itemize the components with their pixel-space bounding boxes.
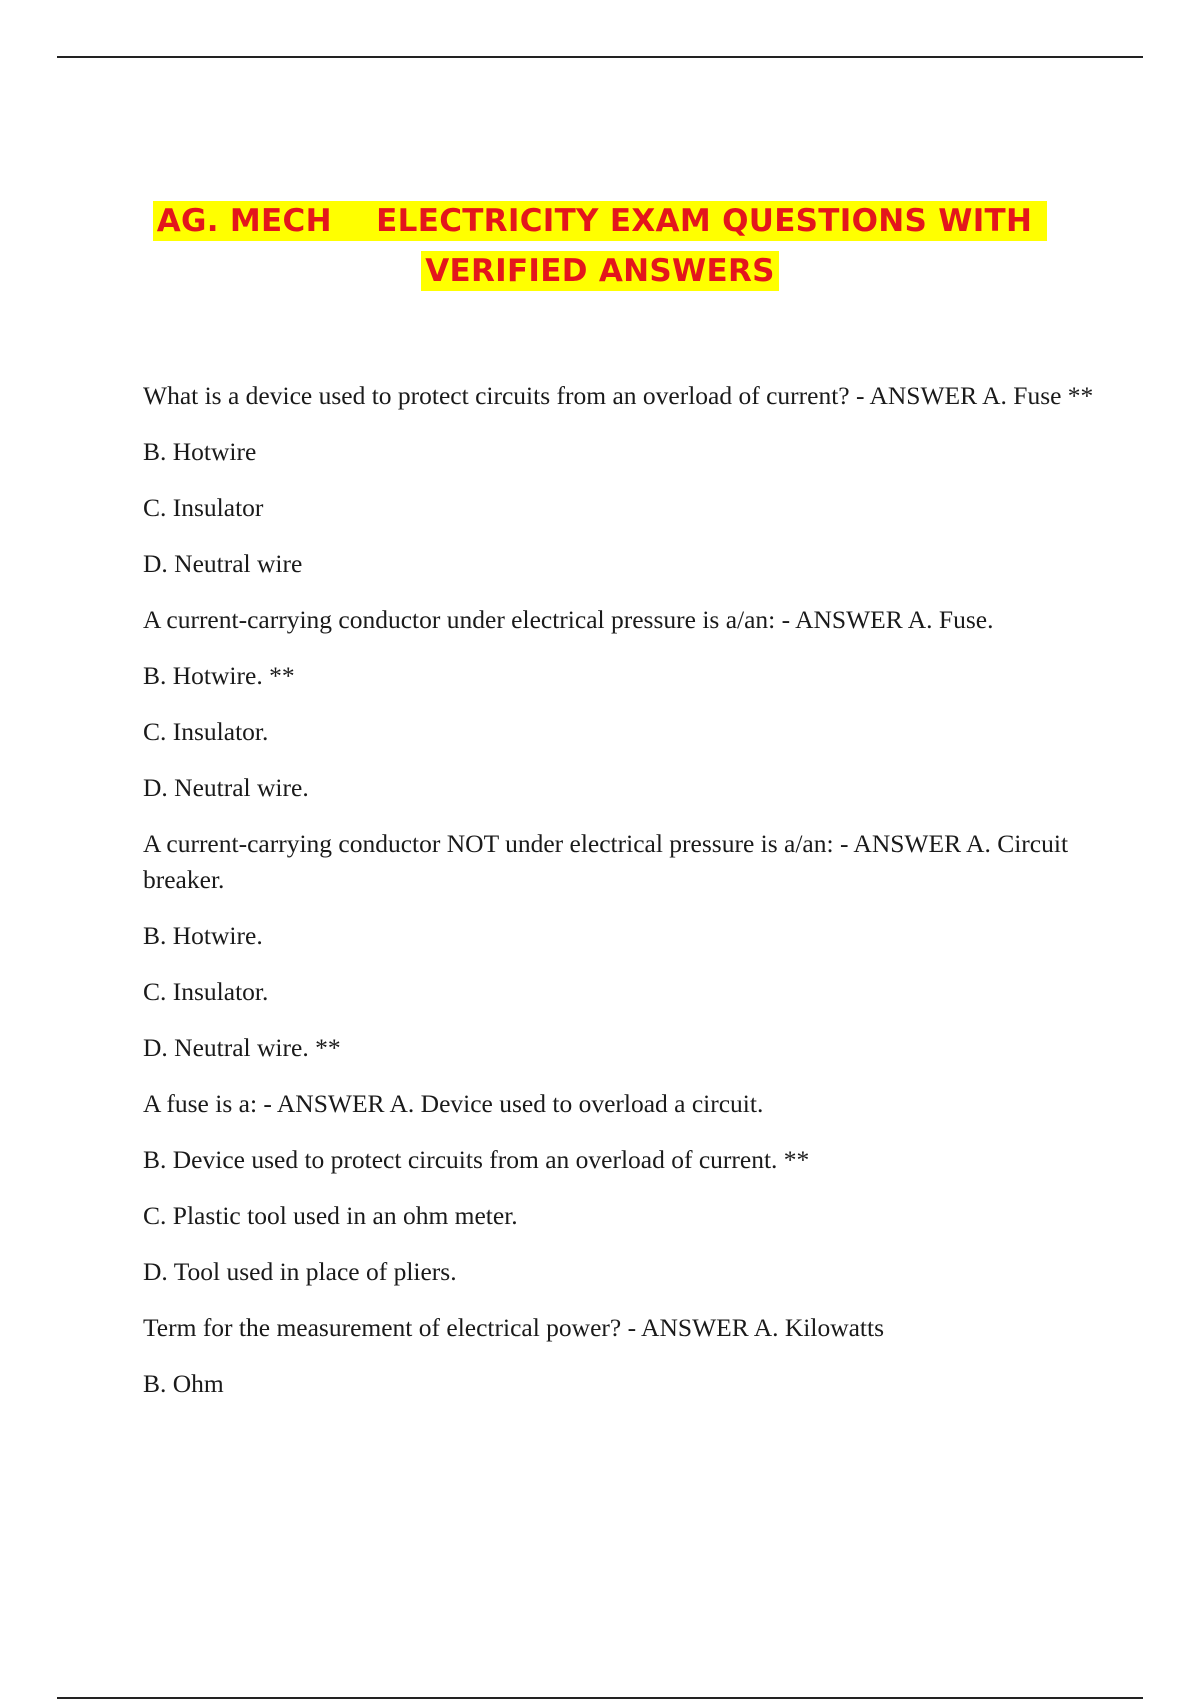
question-3-option-d: D. Neutral wire. ** (143, 1033, 341, 1062)
title-line-2-text: VERIFIED ANSWERS (421, 251, 779, 291)
top-rule (57, 56, 1143, 58)
question-1-option-b: B. Hotwire (143, 437, 257, 466)
question-4-option-d: D. Tool used in place of pliers. (143, 1257, 457, 1286)
question-2: A current-carrying conductor under electrical pressure is a/an: - ANSWER A. Fuse. (143, 605, 994, 634)
question-4: A fuse is a: - ANSWER A. Device used to overload a circuit. (143, 1089, 764, 1118)
question-3-option-c: C. Insulator. (143, 977, 269, 1006)
question-2-option-c: C. Insulator. (143, 717, 269, 746)
document-body (143, 378, 1103, 1422)
title-line-1-text: AG. MECH ELECTRICITY EXAM QUESTIONS WITH (153, 201, 1048, 241)
title-line-2 (57, 246, 1143, 296)
bottom-rule (57, 1697, 1143, 1699)
question-2-option-d: D. Neutral wire. (143, 773, 309, 802)
question-5-option-b: B. Ohm (143, 1369, 224, 1398)
question-4-option-c: C. Plastic tool used in an ohm meter. (143, 1201, 518, 1230)
question-4-option-b: B. Device used to protect circuits from an overload of current. ** (143, 1145, 810, 1174)
question-5: Term for the measurement of electrical power? - ANSWER A. Kilowatts (143, 1313, 885, 1342)
question-1-option-c: C. Insulator (143, 493, 264, 522)
question-1-option-d: D. Neutral wire (143, 549, 303, 578)
question-1: What is a device used to protect circuits from an overload of current? - ANSWER A. Fuse ** (143, 381, 1094, 410)
question-2-option-b: B. Hotwire. ** (143, 661, 295, 690)
question-3-option-b: B. Hotwire. (143, 921, 263, 950)
document-title (57, 196, 1143, 296)
title-line-1 (57, 196, 1143, 246)
question-3: A current-carrying conductor NOT under electrical pressure is a/an: - ANSWER A. Circuit breaker. (143, 829, 1069, 894)
